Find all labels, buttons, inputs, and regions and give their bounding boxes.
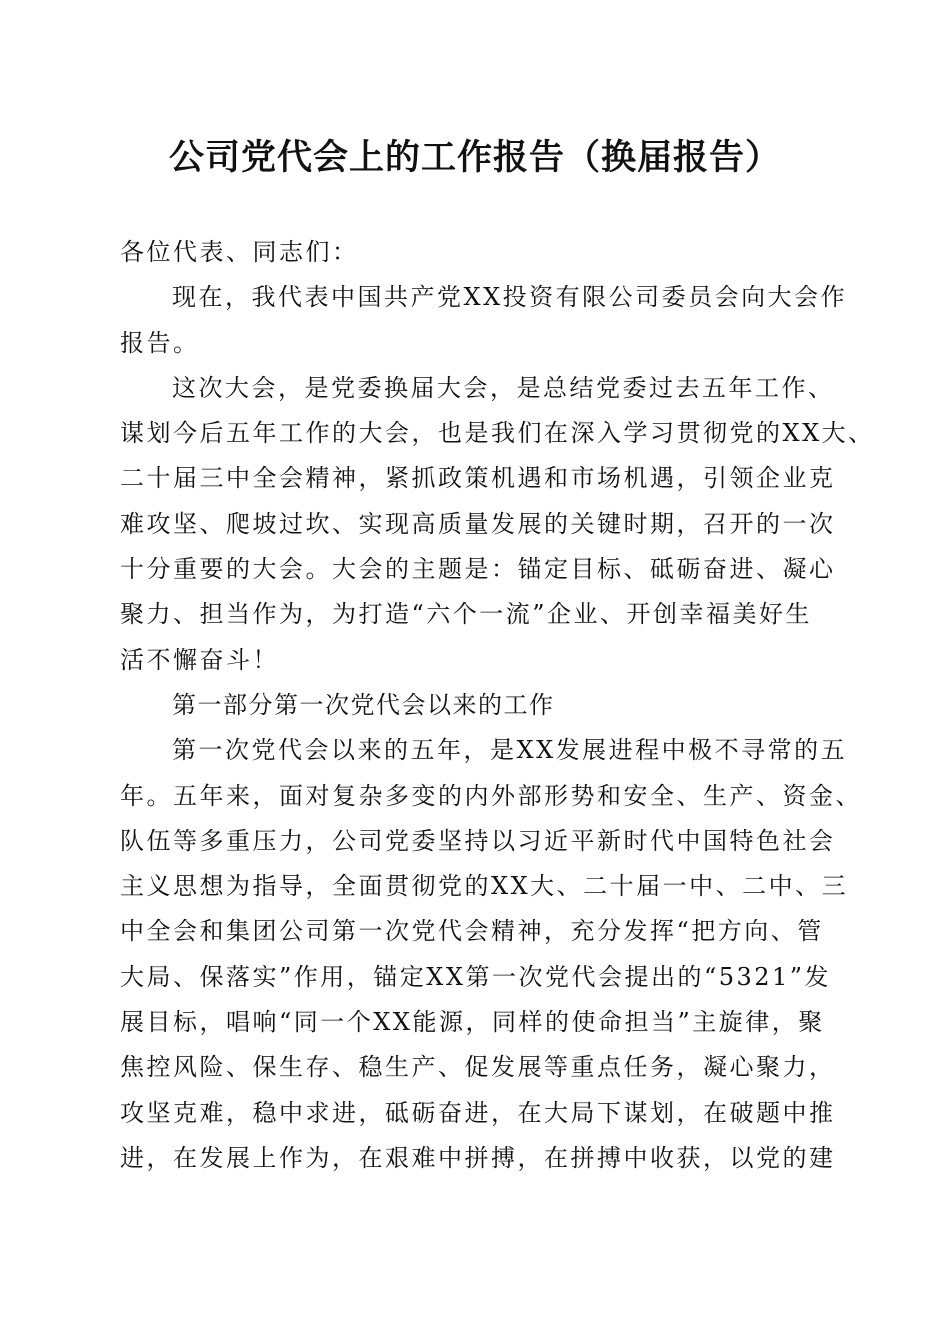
paragraph-line: 难攻坚、爬坡过坎、实现高质量发展的关键时期，召开的一次 (120, 509, 836, 538)
paragraph-line: 队伍等多重压力，公司党委坚持以习近平新时代中国特色社会 (120, 826, 836, 855)
paragraph-line: 中全会和集团公司第一次党代会精神，充分发挥“把方向、管 (120, 917, 824, 946)
paragraph-line: 活不懈奋斗！ (120, 645, 279, 674)
paragraph-line: 这次大会，是党委换届大会，是总结党委过去五年工作、 (172, 373, 835, 402)
document-title: 公司党代会上的工作报告（换届报告） (168, 137, 781, 178)
paragraph-line: 攻坚克难，稳中求进，砥砺奋进，在大局下谋划，在破题中推 (120, 1098, 836, 1127)
document-body (120, 230, 875, 1181)
paragraph-line: 报告。 (120, 328, 200, 357)
paragraph-line: 现在，我代表中国共产党XX投资有限公司委员会向大会作 (172, 283, 848, 312)
paragraph-line: 进，在发展上作为，在艰难中拼搏，在拼搏中收获，以党的建 (120, 1143, 836, 1172)
salutation: 各位代表、同志们： (120, 238, 359, 266)
paragraph-line: 大局、保落实”作用，锚定XX第一次党代会提出的“5321”发 (120, 962, 832, 991)
paragraph-line: 年。五年来，面对复杂多变的内外部形势和安全、生产、资金、 (120, 781, 862, 810)
paragraph-line: 主义思想为指导，全面贯彻党的XX大、二十届一中、二中、三 (120, 872, 849, 901)
paragraph-line: 焦控风险、保生存、稳生产、促发展等重点任务，凝心聚力， (120, 1053, 836, 1082)
paragraph-line: 展目标，唱响“同一个XX能源，同样的使命担当”主旋律，聚 (120, 1008, 825, 1037)
paragraph-line: 谋划今后五年工作的大会，也是我们在深入学习贯彻党的XX大、 (120, 419, 875, 448)
paragraph-line: 聚力、担当作为，为打造“六个一流”企业、开创幸福美好生 (120, 600, 813, 629)
paragraph-line: 第一次党代会以来的五年，是XX发展进程中极不寻常的五 (172, 736, 848, 765)
section-heading: 第一部分第一次党代会以来的工作 (172, 690, 555, 719)
paragraph-line: 二十届三中全会精神，紧抓政策机遇和市场机遇，引领企业克 (120, 464, 836, 493)
paragraph-line: 十分重要的大会。大会的主题是：锚定目标、砥砺奋进、凝心 (120, 555, 836, 584)
